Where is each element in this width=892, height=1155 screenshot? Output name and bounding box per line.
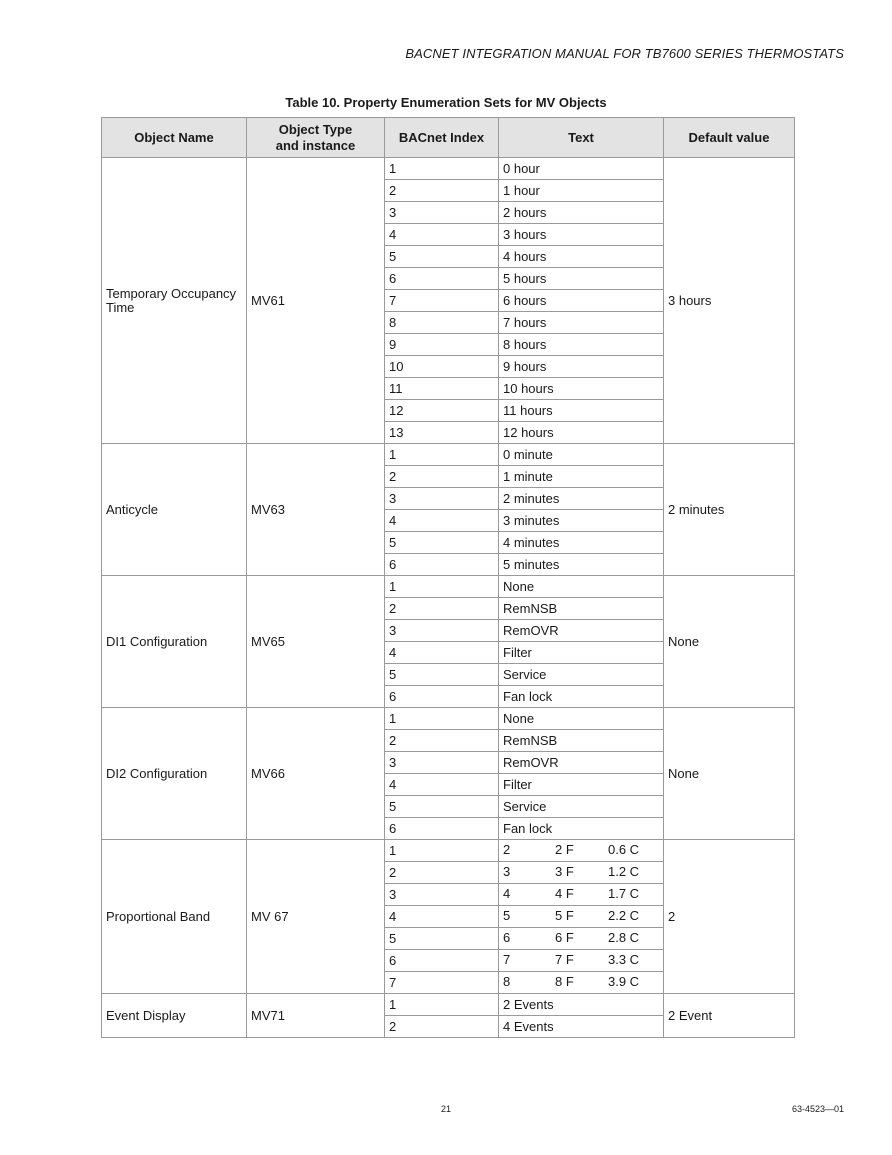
table-row <box>102 576 795 598</box>
text-part: 0.6 C <box>608 842 640 857</box>
enumeration-table <box>101 117 795 1038</box>
default-value-cell: 3 hours <box>664 158 795 444</box>
bacnet-index-cell: 11 <box>385 378 499 400</box>
default-value-cell: 2 <box>664 840 795 994</box>
text-cell <box>499 906 664 928</box>
header-object-type <box>247 118 385 158</box>
bacnet-index-cell: 3 <box>385 202 499 224</box>
bacnet-index-cell: 3 <box>385 884 499 906</box>
bacnet-index-cell: 1 <box>385 576 499 598</box>
text-part: 2 <box>503 842 511 857</box>
text-cell: RemOVR <box>499 620 664 642</box>
text-cell: 0 minute <box>499 444 664 466</box>
text-cell: RemNSB <box>499 598 664 620</box>
text-part: 6 F <box>555 930 574 945</box>
bacnet-index-cell: 4 <box>385 224 499 246</box>
text-cell: 4 Events <box>499 1016 664 1038</box>
text-cell: RemNSB <box>499 730 664 752</box>
text-part: 8 <box>503 974 511 989</box>
bacnet-index-cell: 7 <box>385 972 499 994</box>
header-object-type-label: Object Type and instance <box>275 121 356 153</box>
text-cell: 3 hours <box>499 224 664 246</box>
bacnet-index-cell: 5 <box>385 664 499 686</box>
text-cell: Service <box>499 796 664 818</box>
text-cell: 4 hours <box>499 246 664 268</box>
bacnet-index-cell: 5 <box>385 796 499 818</box>
text-cell: 7 hours <box>499 312 664 334</box>
text-part: 2.2 C <box>608 908 640 923</box>
text-part: 3.9 C <box>608 974 640 989</box>
bacnet-index-cell: 1 <box>385 158 499 180</box>
bacnet-index-cell: 13 <box>385 422 499 444</box>
default-value-cell: None <box>664 576 795 708</box>
text-cell: 2 Events <box>499 994 664 1016</box>
text-cell: Service <box>499 664 664 686</box>
bacnet-index-cell: 6 <box>385 686 499 708</box>
text-part: 5 F <box>555 908 574 923</box>
text-part: 2.8 C <box>608 930 640 945</box>
bacnet-index-cell: 3 <box>385 620 499 642</box>
default-value-cell: None <box>664 708 795 840</box>
bacnet-index-cell: 3 <box>385 488 499 510</box>
object-type-cell: MV 67 <box>247 840 385 994</box>
bacnet-index-cell: 6 <box>385 950 499 972</box>
header-default-value: Default value <box>664 118 795 158</box>
bacnet-index-cell: 2 <box>385 730 499 752</box>
table-row <box>102 840 795 862</box>
object-name-cell: DI1 Configuration <box>102 576 247 708</box>
text-cell: 2 minutes <box>499 488 664 510</box>
text-cell: 4 minutes <box>499 532 664 554</box>
object-name-cell: Event Display <box>102 994 247 1038</box>
table-row <box>102 444 795 466</box>
header-text: Text <box>499 118 664 158</box>
object-type-cell: MV61 <box>247 158 385 444</box>
object-name-cell: Temporary Occupancy Time <box>102 158 247 444</box>
bacnet-index-cell: 2 <box>385 1016 499 1038</box>
bacnet-index-cell: 2 <box>385 862 499 884</box>
text-part: 2 F <box>555 842 574 857</box>
table-row <box>102 158 795 180</box>
text-part: 3 <box>503 864 511 879</box>
text-cell: 6 hours <box>499 290 664 312</box>
text-part: 6 <box>503 930 511 945</box>
bacnet-index-cell: 4 <box>385 774 499 796</box>
default-value-cell: 2 minutes <box>664 444 795 576</box>
bacnet-index-cell: 2 <box>385 180 499 202</box>
bacnet-index-cell: 4 <box>385 510 499 532</box>
default-value-cell: 2 Event <box>664 994 795 1038</box>
bacnet-index-cell: 6 <box>385 554 499 576</box>
text-part: 1.2 C <box>608 864 640 879</box>
running-header: BACNET INTEGRATION MANUAL FOR TB7600 SERIES THERMOSTATS <box>405 46 844 61</box>
table-caption: Table 10. Property Enumeration Sets for MV Objects <box>285 95 607 110</box>
object-type-cell: MV71 <box>247 994 385 1038</box>
header-object-name: Object Name <box>102 118 247 158</box>
bacnet-index-cell: 10 <box>385 356 499 378</box>
text-part: 1.7 C <box>608 886 640 901</box>
text-part: 3.3 C <box>608 952 640 967</box>
text-cell <box>499 950 664 972</box>
text-part: 4 <box>503 886 511 901</box>
text-part: 7 F <box>555 952 574 967</box>
text-cell: 3 minutes <box>499 510 664 532</box>
table-row <box>102 708 795 730</box>
text-cell: Filter <box>499 642 664 664</box>
text-cell <box>499 840 664 862</box>
object-name-cell: Anticycle <box>102 444 247 576</box>
text-cell: 12 hours <box>499 422 664 444</box>
document-number: 63-4523—01 <box>791 1104 844 1114</box>
bacnet-index-cell: 1 <box>385 444 499 466</box>
bacnet-index-cell: 5 <box>385 246 499 268</box>
table-header-row <box>102 118 795 158</box>
text-part: 4 F <box>555 886 574 901</box>
object-type-cell: MV63 <box>247 444 385 576</box>
text-cell: 8 hours <box>499 334 664 356</box>
text-part: 5 <box>503 908 511 923</box>
table-body <box>102 158 795 1038</box>
text-cell: 1 minute <box>499 466 664 488</box>
bacnet-index-cell: 1 <box>385 708 499 730</box>
text-cell: 10 hours <box>499 378 664 400</box>
text-part: 3 F <box>555 864 574 879</box>
bacnet-index-cell: 2 <box>385 598 499 620</box>
bacnet-index-cell: 4 <box>385 906 499 928</box>
text-cell: Filter <box>499 774 664 796</box>
bacnet-index-cell: 9 <box>385 334 499 356</box>
bacnet-index-cell: 6 <box>385 268 499 290</box>
text-cell: 1 hour <box>499 180 664 202</box>
object-name-cell: Proportional Band <box>102 840 247 994</box>
text-cell: None <box>499 708 664 730</box>
text-cell: 2 hours <box>499 202 664 224</box>
text-cell: 11 hours <box>499 400 664 422</box>
object-name-cell: DI2 Configuration <box>102 708 247 840</box>
text-cell: 0 hour <box>499 158 664 180</box>
bacnet-index-cell: 5 <box>385 928 499 950</box>
text-cell: 5 hours <box>499 268 664 290</box>
text-cell: None <box>499 576 664 598</box>
object-type-cell: MV66 <box>247 708 385 840</box>
text-part: 7 <box>503 952 511 967</box>
text-cell: RemOVR <box>499 752 664 774</box>
text-cell: Fan lock <box>499 818 664 840</box>
table-row <box>102 994 795 1016</box>
bacnet-index-cell: 7 <box>385 290 499 312</box>
header-bacnet-index: BACnet Index <box>385 118 499 158</box>
bacnet-index-cell: 1 <box>385 994 499 1016</box>
bacnet-index-cell: 3 <box>385 752 499 774</box>
bacnet-index-cell: 12 <box>385 400 499 422</box>
bacnet-index-cell: 4 <box>385 642 499 664</box>
bacnet-index-cell: 6 <box>385 818 499 840</box>
bacnet-index-cell: 1 <box>385 840 499 862</box>
bacnet-index-cell: 5 <box>385 532 499 554</box>
bacnet-index-cell: 8 <box>385 312 499 334</box>
text-cell <box>499 928 664 950</box>
page-number: 21 <box>440 1104 451 1114</box>
text-cell <box>499 972 664 994</box>
bacnet-index-cell: 2 <box>385 466 499 488</box>
text-cell: Fan lock <box>499 686 664 708</box>
text-cell <box>499 884 664 906</box>
text-part: 8 F <box>555 974 574 989</box>
text-cell: 5 minutes <box>499 554 664 576</box>
object-type-cell: MV65 <box>247 576 385 708</box>
text-cell: 9 hours <box>499 356 664 378</box>
text-cell <box>499 862 664 884</box>
